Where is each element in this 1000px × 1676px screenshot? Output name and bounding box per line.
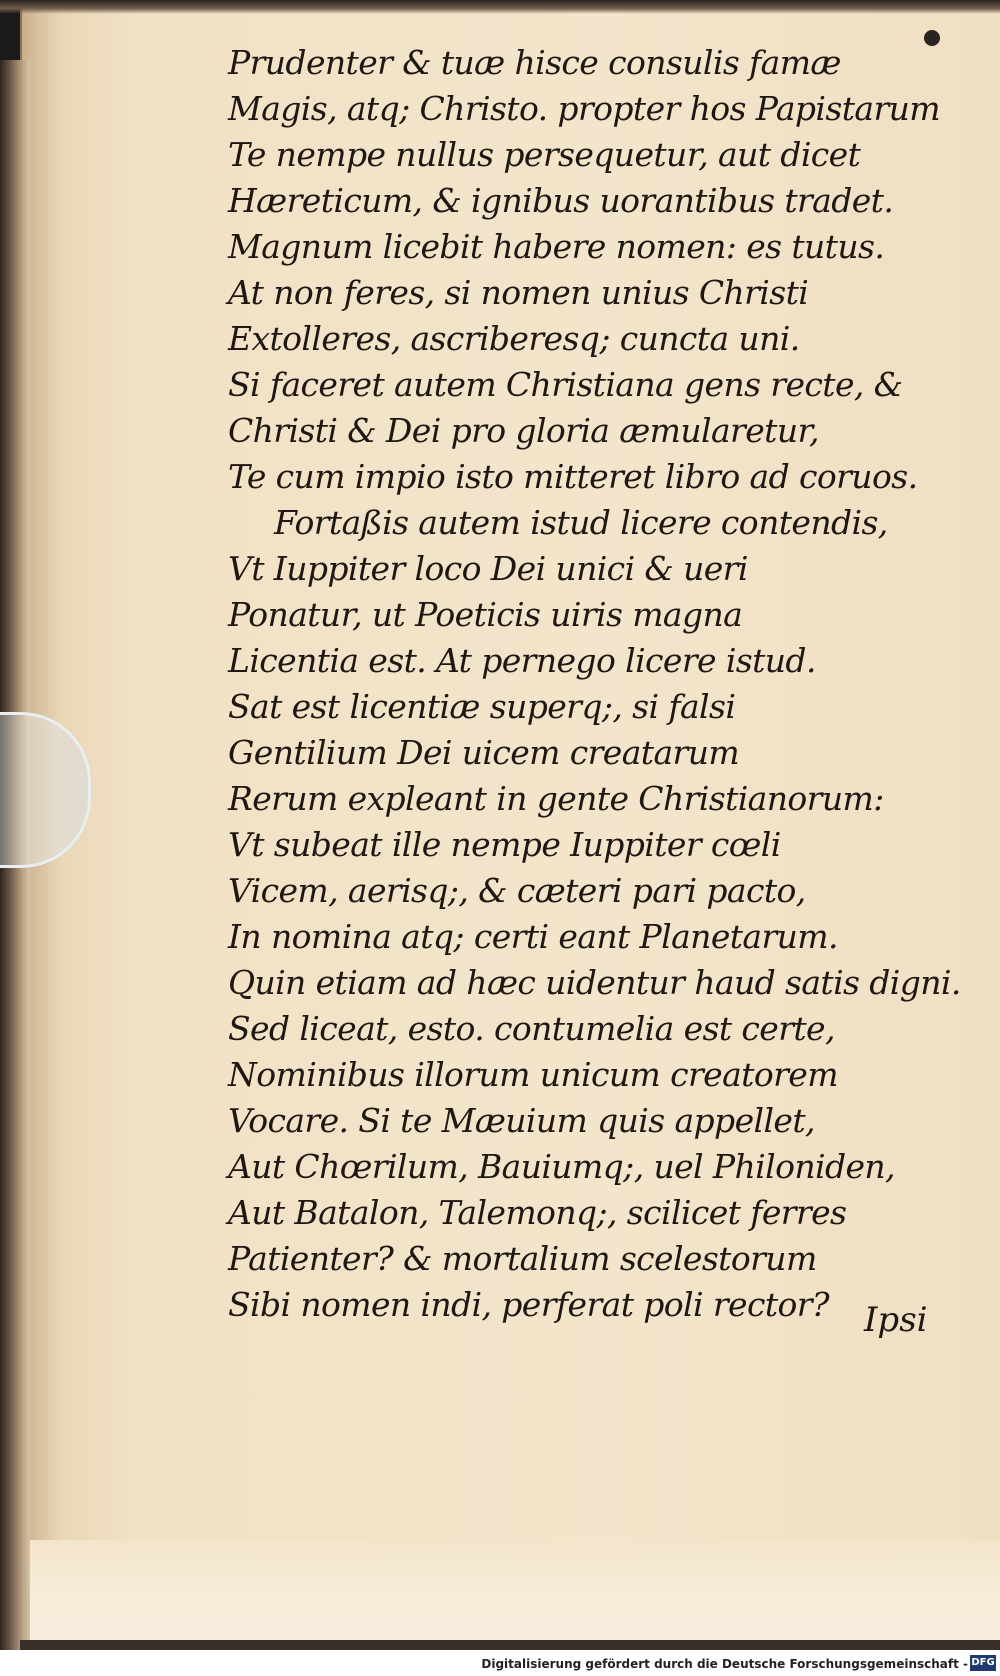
verse-line: Aut Batalon, Talemonq;, scilicet ferres (228, 1193, 847, 1232)
verse-line: Magis, atq; Christo. propter hos Papistarum (228, 89, 940, 128)
catchword: Ipsi (864, 1300, 928, 1340)
verse-line: At non feres, si nomen unius Christi (228, 273, 809, 312)
verse-line: Gentilium Dei uicem creatarum (228, 733, 740, 772)
page-bottom-margin (20, 1540, 1000, 1650)
verse-line: Vicem, aerisq;, & cæteri pari pacto, (228, 871, 806, 910)
verse-line: Ponatur, ut Poeticis uiris magna (228, 595, 743, 634)
verse-line: Sibi nomen indi, perferat poli rector? (228, 1285, 830, 1324)
dfg-logo: DFG (970, 1655, 996, 1671)
verse-line: Rerum expleant in gente Christianorum: (228, 779, 884, 818)
bottom-edge-shadow (20, 1640, 1000, 1650)
verse-line: Vt subeat ille nempe Iuppiter cœli (228, 825, 781, 864)
top-edge-shadow (0, 0, 1000, 14)
verse-line: Patienter? & mortalium scelestorum (228, 1239, 817, 1278)
verse-line: Vocare. Si te Mæuium quis appellet, (228, 1101, 815, 1140)
poem-text (228, 40, 961, 1328)
verse-line: Sat est licentiæ superq;, si falsi (228, 687, 736, 726)
verse-line: Vt Iuppiter loco Dei unici & ueri (228, 549, 748, 588)
verse-line: Christi & Dei pro gloria æmularetur, (228, 411, 819, 450)
verse-line: Magnum licebit habere nomen: es tutus. (228, 227, 885, 266)
verse-line: Fortaßis autem istud licere contendis, (274, 503, 888, 542)
verse-line: Hæreticum, & ignibus uorantibus tradet. (228, 181, 894, 220)
verse-line: Te cum impio isto mitteret libro ad coruos. (228, 457, 918, 496)
verse-line: Sed liceat, esto. contumelia est certe, (228, 1009, 835, 1048)
verse-line: In nomina atq; certi eant Planetarum. (228, 917, 838, 956)
verse-line: Licentia est. At pernego licere istud. (228, 641, 816, 680)
verse-line: Nominibus illorum unicum creatorem (228, 1055, 838, 1094)
verse-line: Extolleres, ascriberesq; cuncta uni. (228, 319, 800, 358)
verse-line: Te nempe nullus persequetur, aut dicet (228, 135, 861, 174)
verse-line: Aut Chœrilum, Bauiumq;, uel Philoniden, (228, 1147, 895, 1186)
verse-line: Prudenter & tuæ hisce consulis famæ (228, 43, 841, 82)
verse-line: Si faceret autem Christiana gens recte, & (228, 365, 903, 404)
funding-credit: Digitalisierung gefördert durch die Deutsche Forschungsgemeinschaft - (481, 1657, 968, 1671)
verse-line: Quin etiam ad hæc uidentur haud satis digni. (228, 963, 961, 1002)
